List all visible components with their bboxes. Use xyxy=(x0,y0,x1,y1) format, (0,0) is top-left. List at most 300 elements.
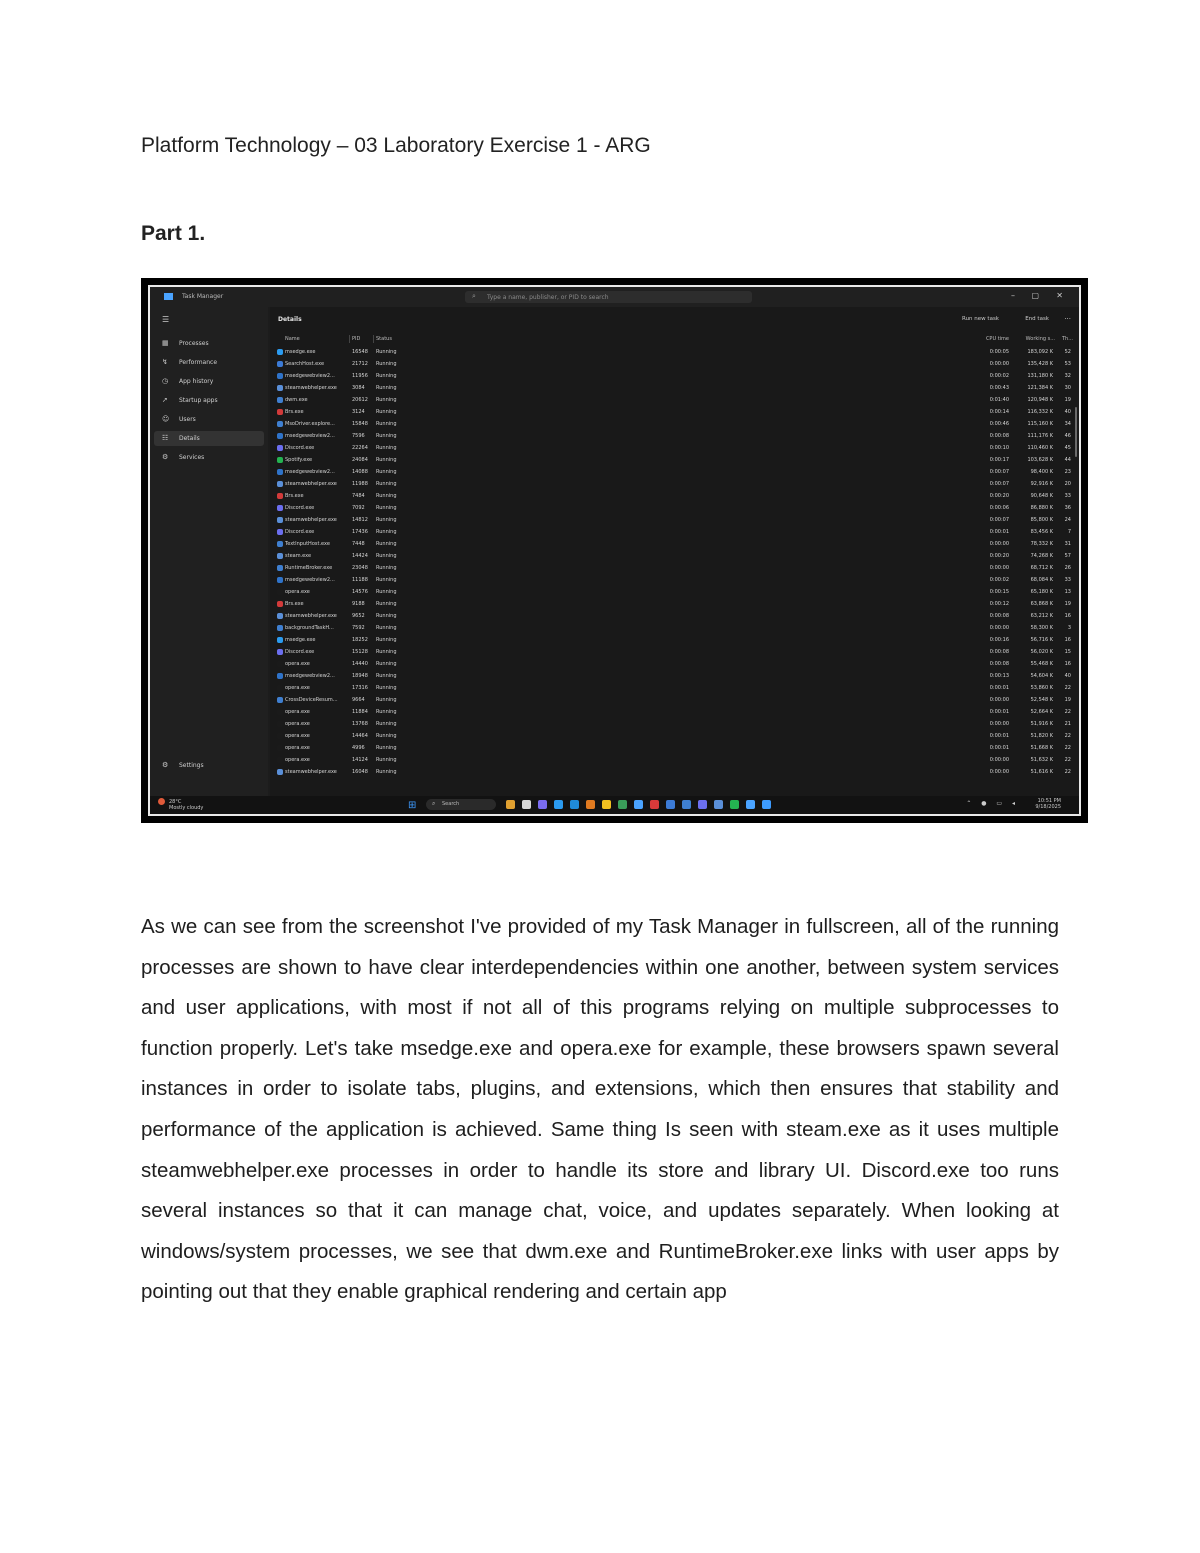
process-icon xyxy=(277,589,283,595)
process-status: Running xyxy=(376,517,397,523)
table-row[interactable] xyxy=(270,502,1079,514)
title-bar xyxy=(150,287,1079,307)
process-cpu-time: 0:00:46 xyxy=(989,421,1009,427)
process-icon xyxy=(277,469,283,475)
process-icon xyxy=(277,661,283,667)
table-row[interactable] xyxy=(270,466,1079,478)
process-status: Running xyxy=(376,505,397,511)
process-memory: 131,180 K xyxy=(1027,373,1053,379)
process-pid: 24084 xyxy=(352,457,368,463)
sidebar-item-details[interactable] xyxy=(154,431,264,446)
process-cpu-time: 0:01:40 xyxy=(989,397,1009,403)
table-row[interactable] xyxy=(270,538,1079,550)
process-threads: 16 xyxy=(1064,661,1071,667)
process-threads: 40 xyxy=(1064,673,1071,679)
process-cpu-time: 0:00:00 xyxy=(989,565,1009,571)
process-icon xyxy=(277,373,283,379)
process-threads: 52 xyxy=(1064,349,1071,355)
table-row[interactable] xyxy=(270,586,1079,598)
taskbar-app-icon[interactable] xyxy=(554,800,563,809)
taskbar-search[interactable] xyxy=(426,799,496,810)
process-threads: 7 xyxy=(1067,529,1071,535)
process-cpu-time: 0:00:00 xyxy=(989,721,1009,727)
search-placeholder: Type a name, publisher, or PID to search xyxy=(487,294,609,301)
process-name: opera.exe xyxy=(285,721,310,727)
table-row[interactable] xyxy=(270,478,1079,490)
process-cpu-time: 0:00:08 xyxy=(989,661,1009,667)
history-icon: ◷ xyxy=(162,377,169,385)
process-threads: 22 xyxy=(1064,733,1071,739)
table-row[interactable] xyxy=(270,562,1079,574)
process-cpu-time: 0:00:02 xyxy=(989,373,1009,379)
process-threads: 53 xyxy=(1064,361,1071,367)
sidebar-item-label: Services xyxy=(179,454,205,461)
body-paragraph: As we can see from the screenshot I've provided of my Task Manager in fullscreen, all of the running processes are shown to have clear interdependencies within one another, between system services and user applications, with most if not all of this programs relying on multiple subprocesses to function properly. Let's take msedge.exe and opera.exe for example, these browsers spawn several instances in order to isolate tabs, plugins, and extensions, which then ensures that stability and performance of the application is achieved. Same thing Is seen with steam.exe as it uses multiple steamwebhelper.exe processes in order to handle its store and library UI. Discord.exe too runs several instances so that it can manage chat, voice, and updates separately. When looking at windows/system processes, we see that dwm.exe and RuntimeBroker.exe links with user apps by pointing out that they enable graphical rendering and certain app xyxy=(141,915,1059,1304)
process-name: Brs.exe xyxy=(285,409,304,415)
sidebar-item-settings[interactable] xyxy=(154,760,264,772)
sidebar-item-label: Details xyxy=(179,435,200,442)
table-row[interactable] xyxy=(270,766,1079,778)
taskbar-app-icon[interactable] xyxy=(698,800,707,809)
process-memory: 103,628 K xyxy=(1027,457,1053,463)
column-header-status[interactable]: Status xyxy=(376,336,392,342)
sidebar-item-label: Startup apps xyxy=(179,397,218,404)
process-memory: 56,716 K xyxy=(1030,637,1053,643)
process-threads: 22 xyxy=(1064,709,1071,715)
taskbar-app-icon[interactable] xyxy=(650,800,659,809)
process-icon xyxy=(277,673,283,679)
process-pid: 18948 xyxy=(352,673,368,679)
table-row[interactable] xyxy=(270,634,1079,646)
column-header-pid[interactable]: PID xyxy=(352,336,361,342)
taskbar-app-icon[interactable] xyxy=(570,800,579,809)
process-memory: 92,916 K xyxy=(1030,481,1053,487)
process-memory: 86,880 K xyxy=(1030,505,1053,511)
process-pid: 7592 xyxy=(352,625,365,631)
process-pid: 14812 xyxy=(352,517,368,523)
column-header-memory[interactable]: Working s... xyxy=(1025,336,1055,342)
weather-temp: 28°C xyxy=(169,799,182,805)
process-cpu-time: 0:00:00 xyxy=(989,541,1009,547)
process-threads: 21 xyxy=(1064,721,1071,727)
end-task-button[interactable]: End task xyxy=(1025,316,1049,322)
column-divider[interactable] xyxy=(349,335,350,343)
process-name: msedgewebview2... xyxy=(285,433,335,439)
column-header-cpu-time[interactable]: CPU time xyxy=(985,336,1009,342)
table-row[interactable] xyxy=(270,490,1079,502)
table-row[interactable] xyxy=(270,430,1079,442)
search-box[interactable] xyxy=(465,291,752,303)
weather-widget[interactable] xyxy=(158,798,203,811)
process-cpu-time: 0:00:01 xyxy=(989,733,1009,739)
process-status: Running xyxy=(376,649,397,655)
process-pid: 7448 xyxy=(352,541,365,547)
process-name: MsoDriver.explore... xyxy=(285,421,335,427)
process-name: opera.exe xyxy=(285,757,310,763)
table-row[interactable] xyxy=(270,754,1079,766)
process-icon xyxy=(277,769,283,775)
process-icon xyxy=(277,433,283,439)
table-row[interactable] xyxy=(270,646,1079,658)
process-name: Discord.exe xyxy=(285,505,315,511)
process-threads: 31 xyxy=(1064,541,1071,547)
process-memory: 55,468 K xyxy=(1030,661,1053,667)
hamburger-menu-icon[interactable]: ☰ xyxy=(162,315,170,324)
taskbar-app-icon[interactable] xyxy=(666,800,675,809)
process-pid: 14424 xyxy=(352,553,368,559)
process-memory: 54,604 K xyxy=(1030,673,1053,679)
taskbar-app-icon[interactable] xyxy=(714,800,723,809)
process-name: opera.exe xyxy=(285,589,310,595)
process-cpu-time: 0:00:00 xyxy=(989,697,1009,703)
sidebar-item-startup-apps[interactable] xyxy=(154,393,264,408)
processes-icon: ▦ xyxy=(162,339,169,347)
process-name: opera.exe xyxy=(285,709,310,715)
maximize-button[interactable]: ▢ xyxy=(1031,291,1039,300)
table-row[interactable] xyxy=(270,742,1079,754)
process-name: SearchHost.exe xyxy=(285,361,325,367)
process-threads: 16 xyxy=(1064,613,1071,619)
process-status: Running xyxy=(376,601,397,607)
process-threads: 20 xyxy=(1064,481,1071,487)
process-cpu-time: 0:00:07 xyxy=(989,517,1009,523)
table-row[interactable] xyxy=(270,454,1079,466)
process-icon xyxy=(277,457,283,463)
process-icon xyxy=(277,541,283,547)
table-row[interactable] xyxy=(270,394,1079,406)
sidebar-item-label: Users xyxy=(179,416,196,423)
process-threads: 40 xyxy=(1064,409,1071,415)
process-cpu-time: 0:00:01 xyxy=(989,709,1009,715)
process-name: Brs.exe xyxy=(285,601,304,607)
process-memory: 56,020 K xyxy=(1030,649,1053,655)
process-name: opera.exe xyxy=(285,685,310,691)
process-pid: 7092 xyxy=(352,505,365,511)
weather-icon xyxy=(158,798,165,805)
process-status: Running xyxy=(376,361,397,367)
process-name: steamwebhelper.exe xyxy=(285,517,337,523)
process-pid: 14124 xyxy=(352,757,368,763)
process-icon xyxy=(277,745,283,751)
process-status: Running xyxy=(376,385,397,391)
table-row[interactable] xyxy=(270,442,1079,454)
process-icon xyxy=(277,493,283,499)
table-row[interactable] xyxy=(270,610,1079,622)
pinned-apps xyxy=(506,800,771,810)
process-memory: 51,820 K xyxy=(1030,733,1053,739)
table-row[interactable] xyxy=(270,706,1079,718)
services-icon: ⚙ xyxy=(162,453,169,461)
process-cpu-time: 0:00:08 xyxy=(989,613,1009,619)
process-icon xyxy=(277,385,283,391)
process-pid: 22264 xyxy=(352,445,368,451)
system-tray-icons[interactable]: ⌃ ● ▭ ◂ xyxy=(966,800,1019,807)
sidebar-item-label: App history xyxy=(179,378,214,385)
taskbar-app-icon[interactable] xyxy=(538,800,547,809)
process-threads: 44 xyxy=(1064,457,1071,463)
process-name: steam.exe xyxy=(285,553,312,559)
table-row[interactable] xyxy=(270,346,1079,358)
table-row[interactable] xyxy=(270,406,1079,418)
sidebar-item-performance[interactable] xyxy=(154,355,264,370)
process-memory: 53,860 K xyxy=(1030,685,1053,691)
process-name: steamwebhelper.exe xyxy=(285,481,337,487)
process-pid: 15128 xyxy=(352,649,368,655)
process-icon xyxy=(277,709,283,715)
process-cpu-time: 0:00:05 xyxy=(989,349,1009,355)
table-row[interactable] xyxy=(270,682,1079,694)
sidebar-item-label: Processes xyxy=(179,340,209,347)
process-name: msedgewebview2... xyxy=(285,673,335,679)
process-name: opera.exe xyxy=(285,661,310,667)
process-icon xyxy=(277,553,283,559)
process-pid: 11988 xyxy=(352,481,368,487)
sidebar-item-services[interactable] xyxy=(154,450,264,465)
process-memory: 83,456 K xyxy=(1030,529,1053,535)
process-threads: 45 xyxy=(1064,445,1071,451)
process-status: Running xyxy=(376,553,397,559)
process-icon xyxy=(277,577,283,583)
close-button[interactable]: ✕ xyxy=(1056,291,1063,300)
process-threads: 19 xyxy=(1064,601,1071,607)
sidebar-item-app-history[interactable] xyxy=(154,374,264,389)
more-options-button[interactable]: ··· xyxy=(1064,315,1071,323)
process-threads: 33 xyxy=(1064,493,1071,499)
process-icon xyxy=(277,649,283,655)
process-threads: 57 xyxy=(1064,553,1071,559)
process-status: Running xyxy=(376,373,397,379)
taskbar-search-label: Search xyxy=(442,801,460,807)
process-cpu-time: 0:00:16 xyxy=(989,637,1009,643)
process-status: Running xyxy=(376,769,397,775)
clock[interactable] xyxy=(1035,798,1061,810)
process-threads: 32 xyxy=(1064,373,1071,379)
process-pid: 21712 xyxy=(352,361,368,367)
scrollbar[interactable] xyxy=(1075,407,1077,457)
process-cpu-time: 0:00:20 xyxy=(989,493,1009,499)
process-threads: 16 xyxy=(1064,637,1071,643)
process-cpu-time: 0:00:43 xyxy=(989,385,1009,391)
process-memory: 78,332 K xyxy=(1030,541,1053,547)
process-threads: 13 xyxy=(1064,589,1071,595)
process-status: Running xyxy=(376,565,397,571)
process-cpu-time: 0:00:02 xyxy=(989,577,1009,583)
sidebar-item-users[interactable] xyxy=(154,412,264,427)
process-threads: 30 xyxy=(1064,385,1071,391)
process-memory: 85,800 K xyxy=(1030,517,1053,523)
process-memory: 58,300 K xyxy=(1030,625,1053,631)
process-cpu-time: 0:00:01 xyxy=(989,745,1009,751)
process-cpu-time: 0:00:20 xyxy=(989,553,1009,559)
users-icon: ☺ xyxy=(162,415,170,423)
process-threads: 23 xyxy=(1064,469,1071,475)
details-header xyxy=(270,307,1079,329)
task-manager-window xyxy=(148,285,1081,816)
process-icon xyxy=(277,613,283,619)
process-status: Running xyxy=(376,421,397,427)
process-name: steamwebhelper.exe xyxy=(285,613,337,619)
taskbar-app-icon[interactable] xyxy=(634,800,643,809)
clock-date: 9/18/2025 xyxy=(1035,804,1061,810)
process-cpu-time: 0:00:01 xyxy=(989,529,1009,535)
process-threads: 46 xyxy=(1064,433,1071,439)
process-cpu-time: 0:00:00 xyxy=(989,769,1009,775)
process-memory: 121,384 K xyxy=(1027,385,1053,391)
process-name: msedge.exe xyxy=(285,349,316,355)
process-icon xyxy=(277,349,283,355)
process-pid: 15848 xyxy=(352,421,368,427)
process-memory: 183,092 K xyxy=(1027,349,1053,355)
document-title: Platform Technology – 03 Laboratory Exercise 1 - ARG xyxy=(141,134,651,157)
process-threads: 22 xyxy=(1064,757,1071,763)
process-status: Running xyxy=(376,409,397,415)
process-pid: 17316 xyxy=(352,685,368,691)
table-row[interactable] xyxy=(270,526,1079,538)
process-pid: 11956 xyxy=(352,373,368,379)
app-name: Task Manager xyxy=(182,293,224,300)
performance-icon: ↯ xyxy=(162,358,168,366)
column-header-name[interactable]: Name xyxy=(285,336,300,342)
process-pid: 16048 xyxy=(352,769,368,775)
process-icon xyxy=(277,517,283,523)
process-pid: 14088 xyxy=(352,469,368,475)
process-threads: 22 xyxy=(1064,769,1071,775)
table-row[interactable] xyxy=(270,358,1079,370)
taskbar-app-icon[interactable] xyxy=(522,800,531,809)
table-row[interactable] xyxy=(270,670,1079,682)
process-pid: 7596 xyxy=(352,433,365,439)
process-name: steamwebhelper.exe xyxy=(285,385,337,391)
process-threads: 3 xyxy=(1067,625,1071,631)
process-status: Running xyxy=(376,661,397,667)
taskbar-app-icon[interactable] xyxy=(506,800,515,809)
details-panel xyxy=(270,307,1079,796)
process-status: Running xyxy=(376,613,397,619)
process-memory: 51,916 K xyxy=(1030,721,1053,727)
process-status: Running xyxy=(376,529,397,535)
table-row[interactable] xyxy=(270,382,1079,394)
process-icon xyxy=(277,601,283,607)
taskbar-app-icon[interactable] xyxy=(586,800,595,809)
clock-time: 10:51 PM xyxy=(1037,798,1061,804)
process-memory: 116,332 K xyxy=(1027,409,1053,415)
windows-start-icon[interactable]: ⊞ xyxy=(408,800,417,811)
process-cpu-time: 0:00:07 xyxy=(989,469,1009,475)
table-row[interactable] xyxy=(270,694,1079,706)
table-row[interactable] xyxy=(270,514,1079,526)
process-status: Running xyxy=(376,709,397,715)
process-name: Discord.exe xyxy=(285,649,315,655)
process-status: Running xyxy=(376,637,397,643)
process-threads: 19 xyxy=(1064,397,1071,403)
task-manager-icon xyxy=(164,293,173,300)
process-icon xyxy=(277,409,283,415)
process-threads: 34 xyxy=(1064,421,1071,427)
process-icon xyxy=(277,397,283,403)
process-status: Running xyxy=(376,445,397,451)
process-threads: 33 xyxy=(1064,577,1071,583)
process-threads: 24 xyxy=(1064,517,1071,523)
process-icon xyxy=(277,697,283,703)
process-icon xyxy=(277,721,283,727)
process-status: Running xyxy=(376,433,397,439)
table-row[interactable] xyxy=(270,370,1079,382)
process-threads: 22 xyxy=(1064,745,1071,751)
process-name: Discord.exe xyxy=(285,445,315,451)
process-memory: 135,428 K xyxy=(1027,361,1053,367)
process-pid: 3124 xyxy=(352,409,365,415)
process-memory: 51,668 K xyxy=(1030,745,1053,751)
table-row[interactable] xyxy=(270,718,1079,730)
process-memory: 52,548 K xyxy=(1030,697,1053,703)
process-cpu-time: 0:00:10 xyxy=(989,445,1009,451)
taskbar-app-icon[interactable] xyxy=(682,800,691,809)
minimize-button[interactable]: – xyxy=(1011,291,1015,300)
taskbar-app-icon[interactable] xyxy=(746,800,755,809)
process-cpu-time: 0:00:07 xyxy=(989,481,1009,487)
details-icon: ☷ xyxy=(162,434,169,442)
process-pid: 9652 xyxy=(352,613,365,619)
process-name: msedgewebview2... xyxy=(285,577,335,583)
process-cpu-time: 0:00:15 xyxy=(989,589,1009,595)
process-icon xyxy=(277,421,283,427)
taskbar-app-icon[interactable] xyxy=(762,800,771,809)
sidebar-item-processes[interactable] xyxy=(154,336,264,351)
process-status: Running xyxy=(376,493,397,499)
process-status: Running xyxy=(376,349,397,355)
process-status: Running xyxy=(376,685,397,691)
table-row[interactable] xyxy=(270,574,1079,586)
process-memory: 52,664 K xyxy=(1030,709,1053,715)
process-cpu-time: 0:00:01 xyxy=(989,685,1009,691)
process-pid: 13768 xyxy=(352,721,368,727)
process-cpu-time: 0:00:17 xyxy=(989,457,1009,463)
process-status: Running xyxy=(376,697,397,703)
weather-description: Mostly cloudy xyxy=(169,805,204,811)
process-cpu-time: 0:00:06 xyxy=(989,505,1009,511)
taskbar-app-icon[interactable] xyxy=(618,800,627,809)
process-icon xyxy=(277,529,283,535)
process-icon xyxy=(277,733,283,739)
table-row[interactable] xyxy=(270,550,1079,562)
process-name: opera.exe xyxy=(285,733,310,739)
process-name: Discord.exe xyxy=(285,529,315,535)
table-row[interactable] xyxy=(270,418,1079,430)
process-cpu-time: 0:00:12 xyxy=(989,601,1009,607)
process-memory: 51,616 K xyxy=(1030,769,1053,775)
process-name: backgroundTaskH... xyxy=(285,625,334,631)
sidebar xyxy=(150,307,268,796)
process-cpu-time: 0:00:00 xyxy=(989,757,1009,763)
process-name: TextInputHost.exe xyxy=(285,541,330,547)
table-row[interactable] xyxy=(270,730,1079,742)
run-new-task-button[interactable]: Run new task xyxy=(962,316,999,322)
column-header-threads[interactable]: Th... xyxy=(1062,336,1073,342)
process-pid: 3084 xyxy=(352,385,365,391)
table-row[interactable] xyxy=(270,598,1079,610)
process-memory: 63,212 K xyxy=(1030,613,1053,619)
table-row[interactable] xyxy=(270,658,1079,670)
taskbar-app-icon[interactable] xyxy=(730,800,739,809)
column-divider[interactable] xyxy=(373,335,374,343)
process-status: Running xyxy=(376,469,397,475)
taskbar xyxy=(150,796,1079,814)
gear-icon: ⚙ xyxy=(162,761,169,769)
process-name: Spotify.exe xyxy=(285,457,313,463)
table-row[interactable] xyxy=(270,622,1079,634)
process-memory: 65,180 K xyxy=(1030,589,1053,595)
taskbar-app-icon[interactable] xyxy=(602,800,611,809)
